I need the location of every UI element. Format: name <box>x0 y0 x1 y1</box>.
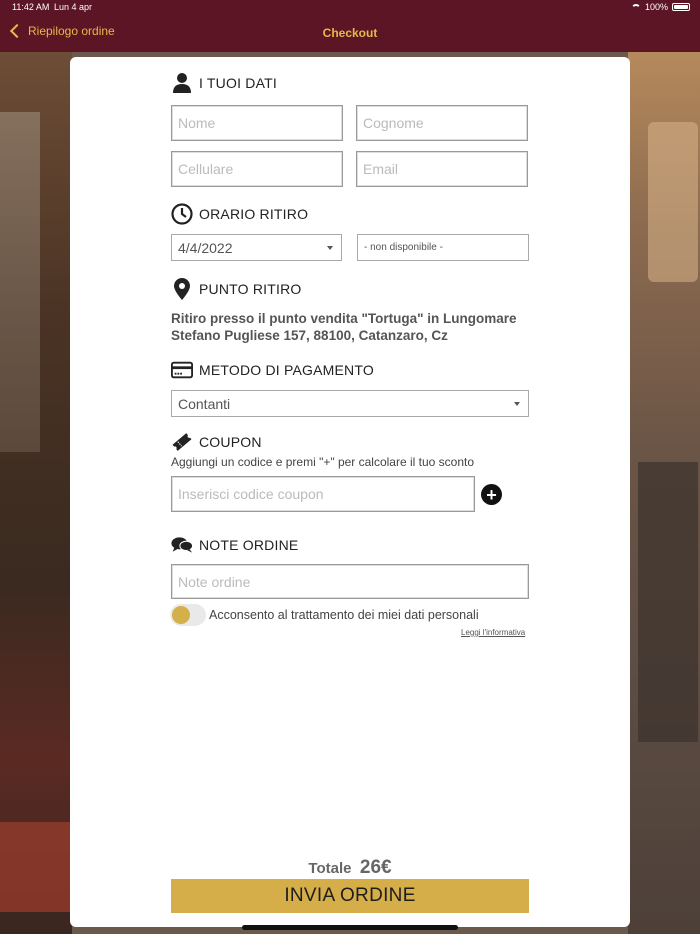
coupon-input[interactable]: Inserisci codice coupon <box>171 476 475 512</box>
background-right <box>628 52 700 934</box>
caret-down-icon <box>514 402 520 406</box>
date-select[interactable] <box>171 234 342 261</box>
section-orario <box>171 203 308 225</box>
checkout-card <box>70 57 630 927</box>
section-punto <box>171 278 301 300</box>
toggle-knob <box>172 606 190 624</box>
status-date: Lun 4 apr <box>54 2 93 12</box>
back-label: Riepilogo ordine <box>28 24 115 38</box>
section-coupon-title: COUPON <box>199 434 262 450</box>
background-window <box>0 112 40 452</box>
section-orario-title: ORARIO RITIRO <box>199 206 309 222</box>
consent-label: Acconsento al trattamento dei miei dati personali <box>209 608 479 622</box>
status-right <box>631 2 690 12</box>
payment-value: Contanti <box>178 395 231 412</box>
status-time: 11:42 AM <box>12 2 50 12</box>
consent-toggle[interactable] <box>170 604 206 626</box>
time-select[interactable] <box>357 234 529 261</box>
section-dati <box>171 72 277 94</box>
navigation-bar <box>0 14 700 52</box>
battery-percent: 100% <box>644 2 668 12</box>
informativa-link[interactable]: Leggi l'informativa <box>461 628 526 637</box>
section-pagamento-title: METODO DI PAGAMENTO <box>199 362 374 378</box>
section-note <box>171 534 298 556</box>
background-left <box>0 52 72 934</box>
credit-card-icon <box>171 359 193 381</box>
location-pin-icon <box>171 278 193 300</box>
status-bar <box>0 0 700 14</box>
home-indicator <box>242 925 458 930</box>
background-sofa <box>0 822 72 912</box>
caret-down-icon <box>327 246 333 250</box>
ticket-icon <box>171 431 193 453</box>
submit-order-button[interactable]: INVIA ORDINE <box>171 879 529 913</box>
page-title: Checkout <box>322 26 378 40</box>
user-icon <box>171 72 193 94</box>
background-pane <box>638 462 698 742</box>
section-coupon <box>171 431 262 453</box>
cognome-field[interactable]: Cognome <box>356 105 528 141</box>
clock-icon <box>171 203 193 225</box>
wifi-icon <box>631 4 641 11</box>
chat-bubbles-icon <box>171 534 193 556</box>
payment-select[interactable] <box>171 390 529 417</box>
battery-icon <box>672 3 690 11</box>
add-coupon-button[interactable]: + <box>481 484 502 505</box>
total-value: 26€ <box>359 857 392 878</box>
section-pagamento <box>171 359 374 381</box>
section-dati-title: I TUOI DATI <box>199 75 277 91</box>
time-value: - non disponibile - <box>364 242 443 253</box>
cellulare-field[interactable]: Cellulare <box>171 151 343 187</box>
date-value: 4/4/2022 <box>178 239 233 256</box>
pickup-address: Ritiro presso il punto vendita "Tortuga" in Lungomare Stefano Pugliese 157, 88100, Catanzaro, Cz <box>171 311 517 343</box>
total-label: Totale <box>308 860 352 877</box>
coupon-hint: Aggiungi un codice e premi "+" per calcolare il tuo sconto <box>171 455 475 469</box>
email-field[interactable]: Email <box>356 151 528 187</box>
section-punto-title: PUNTO RITIRO <box>199 281 302 297</box>
note-input[interactable]: Note ordine <box>171 564 529 599</box>
section-note-title: NOTE ORDINE <box>199 537 299 553</box>
nome-field[interactable]: Nome <box>171 105 343 141</box>
order-total <box>70 857 630 879</box>
background-light <box>648 122 698 282</box>
